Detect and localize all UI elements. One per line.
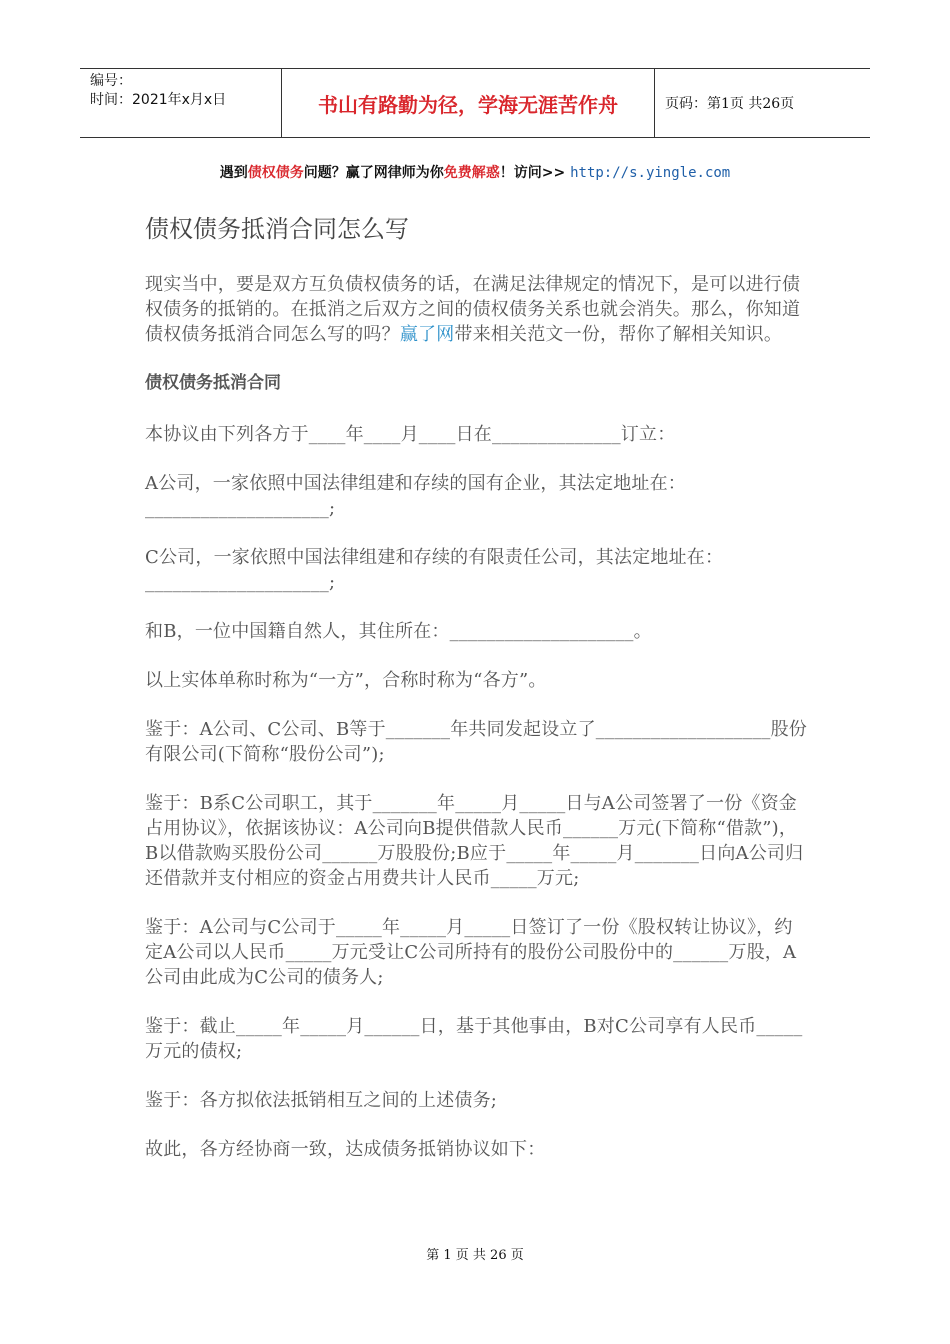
paragraph-whereas-5: 鉴于：各方拟依法抵销相互之间的上述债务; bbox=[145, 1090, 498, 1111]
promo-middle: 问题？赢了网律师为你 bbox=[303, 165, 444, 181]
page-header bbox=[80, 68, 870, 138]
promo-url-link[interactable]: http://s.yingle.com bbox=[570, 165, 731, 181]
intro-paragraph bbox=[145, 272, 810, 347]
header-motto: 书山有路勤为径，学海无涯苦作舟 bbox=[282, 69, 655, 137]
promo-suffix: ！访问>> bbox=[499, 165, 571, 181]
promo-prefix: 遇到 bbox=[219, 165, 248, 181]
intro-text-after: 带来相关范文一份，帮你了解相关知识。 bbox=[454, 324, 783, 345]
paragraph-whereas-1: 鉴于：A公司、C公司、B等于_______年共同发起设立了___________________股份有限公司(下简称“股份公司”); bbox=[145, 719, 807, 765]
paragraph-party-b: 和B，一位中国籍自然人，其住所在：____________________。 bbox=[145, 621, 652, 642]
header-page-label: 页码：第1页 共26页 bbox=[665, 96, 795, 112]
intro-link[interactable]: 赢了网 bbox=[399, 324, 455, 345]
page-footer: 第 1 页 共 26 页 bbox=[426, 1248, 524, 1263]
time-label: 时间：2021年x月x日 bbox=[90, 92, 227, 108]
promo-banner bbox=[0, 162, 950, 182]
header-meta bbox=[80, 69, 282, 137]
paragraph-whereas-2: 鉴于：B系C公司职工，其于_______年_____月_____日与A公司签署了一份《资金占用协议》，依据该协议：A公司向B提供借款人民币______万元(下简称“借款”)，B以借款购买股份公司______万股股份;B应于_____年_____月_______日向A公司归还借款并支付相应的资金占用费共计人民币_____万元; bbox=[145, 793, 804, 889]
paragraph-date: 本协议由下列各方于____年____月____日在______________订立： bbox=[145, 424, 676, 445]
paragraph-party-a: A公司，一家依照中国法律组建和存续的国有企业，其法定地址在：____________________; bbox=[145, 473, 686, 519]
paragraph-definitions: 以上实体单称时称为“一方”，合称时称为“各方”。 bbox=[145, 670, 547, 691]
number-label: 编号： bbox=[90, 73, 132, 89]
document-body bbox=[145, 212, 810, 1186]
paragraph-conclusion: 故此，各方经协商一致，达成债务抵销协议如下： bbox=[145, 1139, 546, 1160]
paragraph-party-c: C公司，一家依照中国法律组建和存续的有限责任公司，其法定地址在：____________________; bbox=[145, 547, 724, 593]
intro-text-before: 现实当中，要是双方互负债权债务的话，在满足法律规定的情况下，是可以进行债权债务的抵销的。在抵消之后双方之间的债权债务关系也就会消失。那么，你知道债权债务抵消合同怎么写的吗？ bbox=[145, 274, 801, 345]
paragraph-whereas-3: 鉴于：A公司与C公司于_____年_____月_____日签订了一份《股权转让协议》，约定A公司以人民币_____万元受让C公司所持有的股份公司股份中的______万股，A公司由此成为C公司的债务人; bbox=[145, 917, 797, 988]
promo-topic: 债权债务 bbox=[247, 165, 304, 181]
document-title: 债权债务抵消合同怎么写 bbox=[145, 215, 409, 243]
promo-free: 免费解惑 bbox=[443, 165, 500, 181]
section-title: 债权债务抵消合同 bbox=[145, 373, 281, 393]
paragraph-whereas-4: 鉴于：截止_____年_____月______日，基于其他事由，B对C公司享有人民币_____万元的债权; bbox=[145, 1016, 803, 1062]
